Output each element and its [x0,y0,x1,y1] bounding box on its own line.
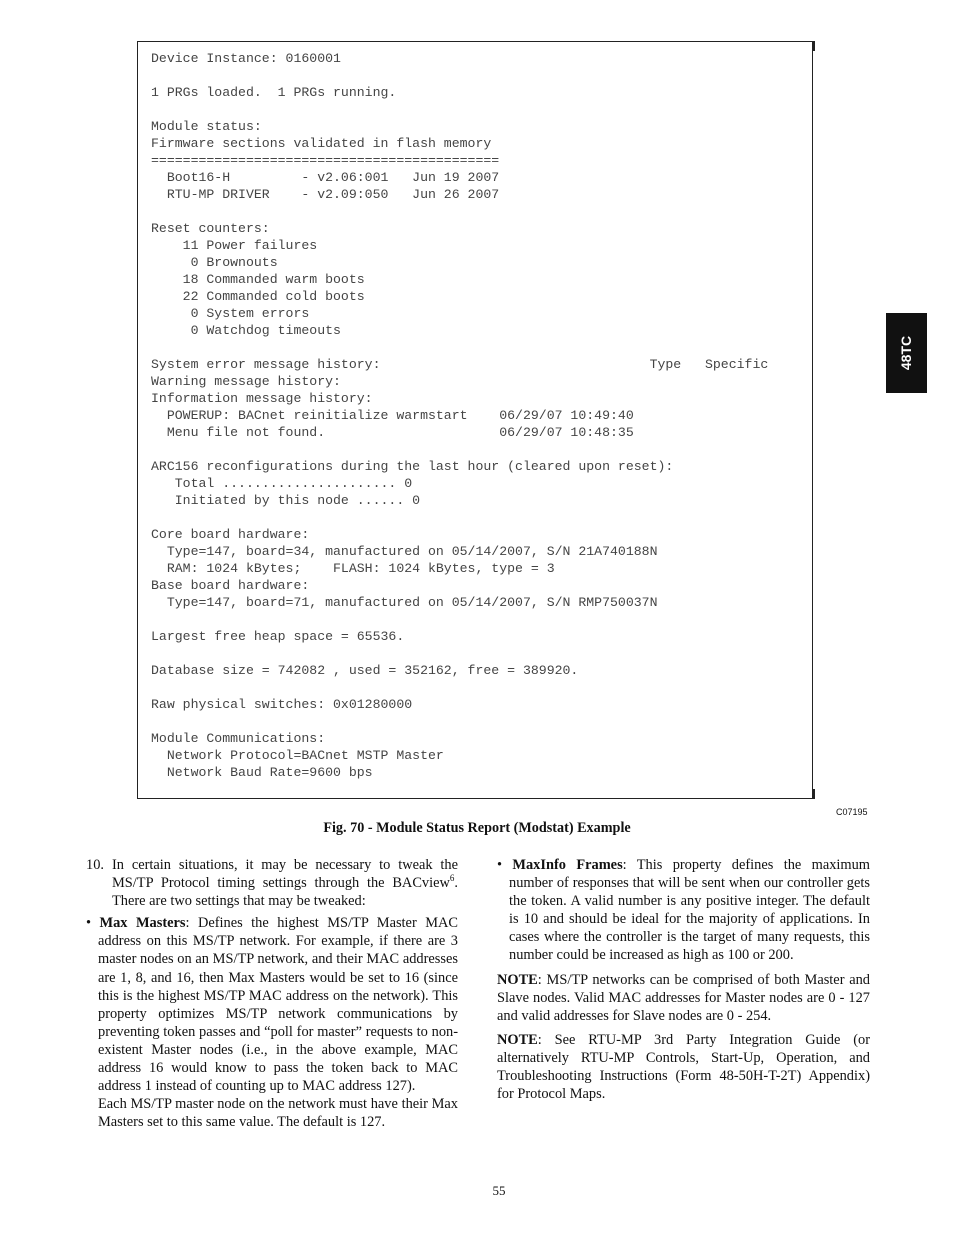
list-number: 10. [86,857,104,873]
note-mstp-nodes [497,971,870,1025]
side-tab [886,313,927,393]
figure-caption: Fig. 70 - Module Status Report (Modstat) Example [323,820,631,836]
note-protocol-maps [497,1031,870,1103]
item10-superscript: 6 [449,873,455,884]
note-text: : MS/TP networks can be comprised of both Master and Slave nodes. Valid MAC addresses for Master nodes are 0 - 127 and valid addresses for Slave nodes are 0 - 254. [497,971,870,1024]
bullet-max-masters [86,914,458,1095]
bullet-glyph: • [497,857,503,873]
max-masters-term: Max Masters [99,915,186,932]
note-label: NOTE [497,971,538,988]
box-corner-mark [813,789,815,799]
note-label: NOTE [497,1031,538,1048]
right-column [497,856,870,1103]
note-text: : See RTU-MP 3rd Party Integration Guide (or alternatively RTU-MP Controls, Start-Up, Operation, and Troubleshooting Instructions (Form 48-50H-T-2T) Appendix) for Protocol Maps. [497,1031,870,1103]
figure-id: C07195 [836,807,868,817]
item10-text-b: . There are two settings that may be tweaked: [112,875,458,910]
module-status-report-box [137,41,813,799]
page-number: 55 [492,1183,506,1198]
maxinfo-text: : This property defines the maximum number of responses that will be sent when our controller gets the token. A valid number is any positive integer. The default is 10 and should be ideal for the majority of applications. In cases where the controller is the target of many requests, this number could be increased as high as 100 or 200. [509,857,870,964]
side-tab-label: 48TC [898,335,915,371]
maxinfo-term: MaxInfo Frames [512,857,623,873]
left-column [86,856,458,1131]
max-masters-text: : Defines the highest MS/TP Master MAC address on this MS/TP network. For example, if there are 3 master nodes on an MS/TP network, and their MAC addresses are 1, 8, and 16, then Max Masters would be set to 16 (since this is the highest MS/TP MAC address on the network). This property optimizes MS/TP network communications by preventing token passes and “poll for master” requests to non-existent Master nodes (i.e., in the above example, MAC address 16 would know to pass the token back to MAC address 1 instead of counting up to MAC address 127). [98,915,458,1095]
max-masters-followup: Each MS/TP master node on the network must have their Max Masters set to this same value. The default is 127. [98,1096,458,1131]
bullet-maxinfo-frames [497,856,870,965]
list-item-10 [86,856,458,910]
box-corner-mark [813,41,815,51]
item10-text-a: In certain situations, it may be necessary to tweak the MS/TP Protocol timing settings through the BACview [112,857,458,892]
bullet-glyph: • [86,915,92,932]
modstat-report-text: Device Instance: 0160001 1 PRGs loaded. 1 PRGs running. Module status: Firmware sections validated in flash memory ============================================ Boot16-H - v2.06:001 Jun 19 2007 RTU-MP DRIVER - v2.09:050 Jun 26 2007 Reset counters: 11 Power failures 0 Brownouts 18 Commanded warm boots 22 Commanded cold boots 0 System errors 0 Watchdog timeouts System error message history: Type Specific Warning message history: Information message history: POWERUP: BACnet reinitialize warmstart 06/29/07 10:49:40 Menu file not found. 06/29/07 10:48:35 ARC156 reconfigurations during the last hour (cleared upon reset): Total ...................... 0 Initiated by this node ...... 0 Core board hardware: Type=147, board=34, manufactured on 05/14/2007, S/N 21A740188N RAM: 1024 kBytes; FLASH: 1024 kBytes, type = 3 Base board hardware: Type=147, board=71, manufactured on 05/14/2007, S/N RMP750037N Largest free heap space = 65536. Database size = 742082 , used = 352162, free = 389920. Raw physical switches: 0x01280000 Module Communications: Network Protocol=BACnet MSTP Master Network Baud Rate=9600 bps [151,51,769,780]
